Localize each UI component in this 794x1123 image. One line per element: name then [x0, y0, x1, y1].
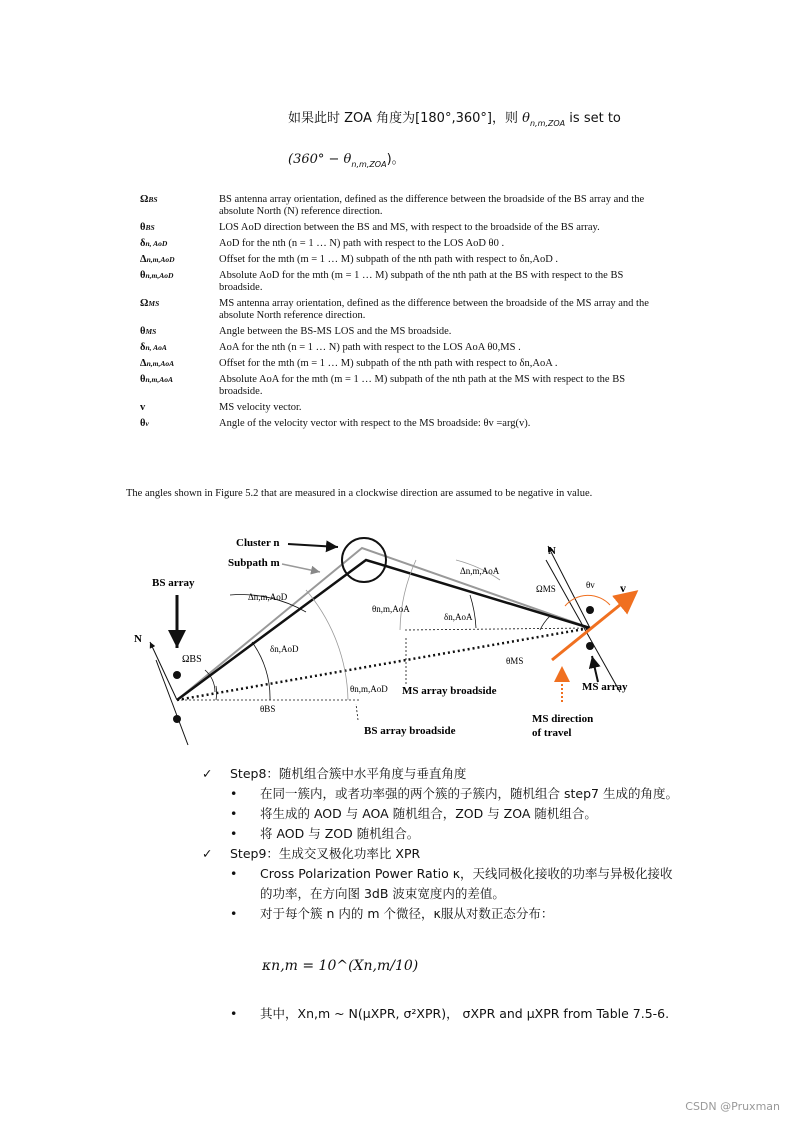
omega-bs-label: ΩBS — [182, 654, 202, 665]
intro-line-2-expression: (360° − θ — [288, 152, 352, 167]
intro-line-2 — [288, 148, 405, 167]
definition-symbol: ΩMS — [140, 298, 160, 309]
ms-element-top — [586, 606, 594, 614]
definition-row — [140, 374, 660, 398]
definition-row — [140, 194, 660, 218]
definition-text: AoD for the nth (n = 1 … N) path with respect to the LOS AoD θ0 . — [219, 238, 505, 249]
definition-text: Offset for the mth (m = 1 … M) subpath of the nth path with respect to δn,AoD . — [219, 254, 559, 265]
last-item-bullet: • — [230, 1006, 238, 1021]
definition-symbol: Δn,m,AoD — [140, 254, 175, 265]
bs-array-line — [156, 660, 188, 745]
definition-text: Absolute AoA for the mth (m = 1 … M) subpath of the nth path at the MS with respect to the BS broadside. — [219, 374, 626, 397]
step-item: • Cross Polarization Power Ratio κ，天线同极化接收的功率与异极化接收的功率，在方向图 3dB 波束宽度内的差值。 — [230, 866, 673, 901]
step-heading: ✓ Step9：生成交叉极化功率比 XPR — [202, 844, 682, 864]
intro-line-1-text: 如果此时 ZOA 角度为[180°,360°]，则 — [288, 111, 518, 126]
formula-kappa — [262, 958, 418, 974]
theta-ms-label: θMS — [506, 656, 524, 666]
last-item — [230, 1004, 669, 1022]
definition-text: MS velocity vector. — [219, 402, 302, 413]
theta-v-label: θv — [586, 580, 595, 590]
bs-broadside-label: BS array broadside — [364, 725, 456, 737]
definition-row — [140, 270, 660, 294]
velocity-arrow — [552, 592, 636, 660]
definition-row — [140, 358, 660, 370]
definition-text: AoA for the nth (n = 1 … N) path with respect to the LOS AoA θ0,MS . — [219, 342, 521, 353]
intro-line-2-subscript: n,m,ZOA — [351, 160, 387, 169]
definition-symbol: δn, AoA — [140, 342, 167, 353]
definition-text: Absolute AoD for the mth (m = 1 … M) subpath of the nth path at the BS with respect to the BS broadside. — [219, 270, 624, 293]
theta-bs-label: θBS — [260, 704, 276, 714]
ms-direction-label-1: MS direction — [532, 713, 594, 725]
definition-text: Angle of the velocity vector with respect to the MS broadside: θv =arg(v). — [219, 418, 531, 429]
bs-element-top — [173, 671, 181, 679]
formula-kappa-text: κn,m = 10^(Xn,m/10) — [262, 958, 419, 974]
definition-symbol: θv — [140, 418, 149, 429]
ms-array-label: MS array — [582, 681, 628, 693]
step-item: • 将 AOD 与 ZOD 随机组合。 — [230, 826, 420, 841]
angle-diagram — [120, 520, 680, 750]
definition-symbol: v — [140, 402, 146, 413]
theta-nm-aod-label: θn,m,AoD — [350, 684, 388, 694]
definition-text: MS antenna array orientation, defined as the difference between the broadside of the MS array and the absolute North reference direction. — [219, 298, 649, 321]
ms-direction-label-2: of travel — [532, 727, 572, 739]
step-item: • 在同一簇内，或者功率强的两个簇的子簇内，随机组合 step7 生成的角度。 — [230, 786, 678, 801]
check-icon: ✓ — [202, 766, 213, 781]
ms-element-bottom — [586, 642, 594, 650]
definition-row — [140, 222, 660, 234]
theta-nm-aoa-label: θn,m,AoA — [372, 604, 410, 614]
check-icon: ✓ — [202, 846, 213, 861]
definition-row — [140, 298, 660, 322]
cluster-label: Cluster n — [236, 537, 280, 549]
steps-list — [202, 764, 682, 924]
delta-n-aod-label: δn,AoD — [270, 644, 299, 654]
definitions-table — [140, 194, 660, 434]
definition-row — [140, 238, 660, 250]
watermark: CSDN @Pruxman — [685, 1100, 780, 1113]
definition-symbol: Δn,m,AoA — [140, 358, 175, 369]
definition-symbol: δn, AoD — [140, 238, 168, 249]
intro-line-1-tail: is set to — [569, 111, 621, 126]
definition-text: BS antenna array orientation, defined as the difference between the broadside of the BS array and the absolute North (N) reference direction. — [219, 194, 645, 217]
definition-symbol: θn,m,AoA — [140, 374, 173, 385]
step-item: • 对于每个簇 n 内的 m 个微径，κ服从对数正态分布： — [230, 906, 554, 921]
delta-nm-aod-label: Δn,m,AoD — [248, 592, 288, 602]
definition-row — [140, 418, 660, 430]
last-item-text: 其中，Xn,m ~ N(μXPR, σ²XPR)， σXPR and μXPR from Table 7.5-6. — [260, 1006, 670, 1021]
step-item: • 将生成的 AOD 与 AOA 随机组合，ZOD 与 ZOA 随机组合。 — [230, 806, 597, 821]
north-label-left: N — [134, 633, 142, 645]
definition-row — [140, 402, 660, 414]
v-label: v — [620, 581, 626, 595]
definition-row — [140, 326, 660, 338]
definition-symbol: θn,m,AoD — [140, 270, 174, 281]
definition-row — [140, 254, 660, 266]
delta-nm-aoa-label: Δn,m,AoA — [460, 566, 500, 576]
definition-symbol: θMS — [140, 326, 157, 337]
bs-element-bottom — [173, 715, 181, 723]
subpath-label: Subpath m — [228, 557, 280, 569]
intro-theta-symbol: θ — [522, 111, 530, 126]
bs-array-label: BS array — [152, 577, 195, 589]
figure-note: The angles shown in Figure 5.2 that are measured in a clockwise direction are assumed to be negative in value. — [126, 488, 593, 499]
definition-text: Angle between the BS-MS LOS and the MS broadside. — [219, 326, 452, 337]
intro-line-1 — [288, 107, 621, 126]
step-heading: ✓ Step8：随机组合簇中水平角度与垂直角度 — [202, 764, 682, 784]
definition-text: LOS AoD direction between the BS and MS, with respect to the broadside of the BS array. — [219, 222, 600, 233]
definition-symbol: ΩBS — [140, 194, 158, 205]
definition-row — [140, 342, 660, 354]
definition-text: Offset for the mth (m = 1 … M) subpath of the nth path with respect to δn,AoA . — [219, 358, 558, 369]
ms-broadside-label: MS array broadside — [402, 685, 497, 697]
intro-line-2-tail: )。 — [386, 152, 405, 167]
intro-theta-subscript: n,m,ZOA — [529, 119, 566, 128]
definition-symbol: θBS — [140, 222, 155, 233]
north-label-right: N — [548, 545, 556, 557]
delta-n-aoa-label: δn,AoA — [444, 612, 473, 622]
omega-ms-label: ΩMS — [536, 584, 556, 594]
